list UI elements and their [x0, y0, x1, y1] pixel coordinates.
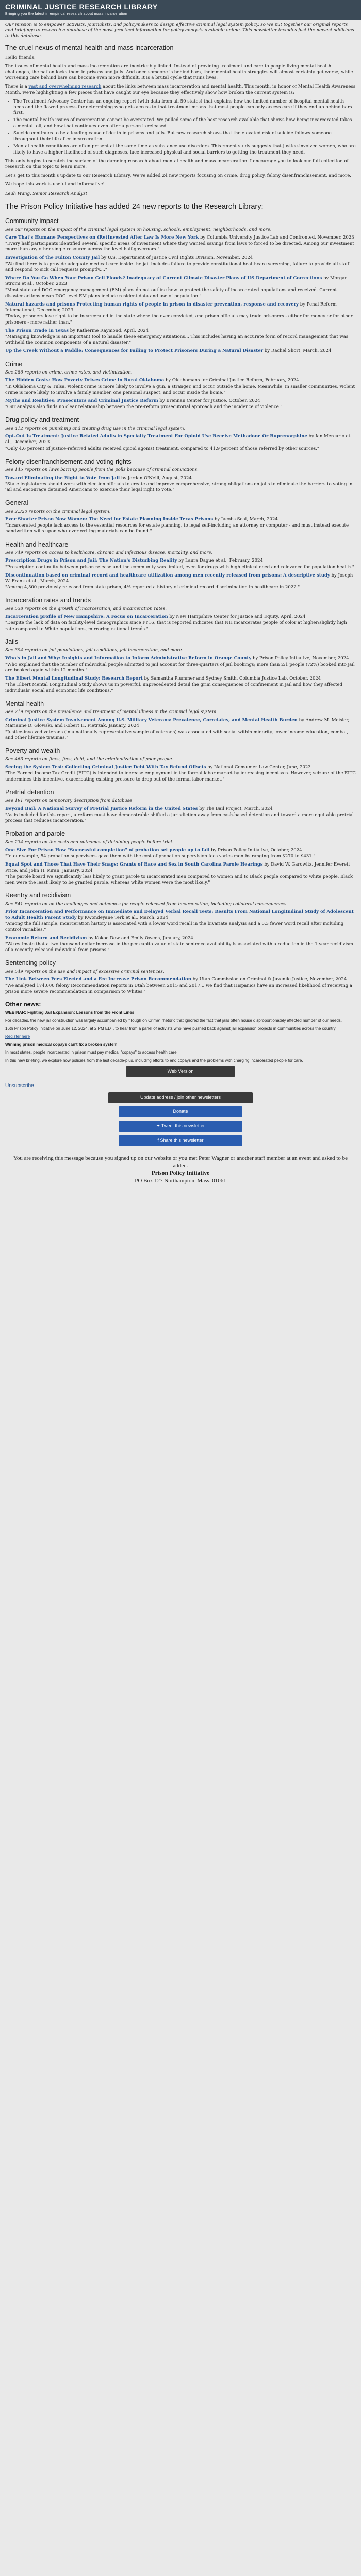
report-title-link[interactable]: Criminal Justice System Involvement Among U.S. Military Veterans: Prevalence, Correlates, and Mental Health Burden: [5, 717, 298, 723]
section-see-all-link[interactable]: See 219 reports on the prevalence and treatment of mental illness in the criminal legal system.: [5, 709, 218, 715]
section-see-all-link[interactable]: See 412 reports on punishing and treating drug use in the criminal legal system.: [5, 426, 186, 431]
report-section: [5, 747, 356, 782]
report-title-link[interactable]: Ever Shorter Prison Now Women: The Need for Estate Planning Inside Texas Prisons: [5, 516, 214, 522]
section-title: Crime: [5, 360, 23, 368]
report-meta: by Prison Policy Initiative, October, 2024: [211, 847, 302, 853]
report-item: [5, 848, 356, 859]
tweet-button[interactable]: ✦ Tweet this newsletter: [119, 1121, 242, 1132]
report-quote: "We estimate that a two thousand dollar increase in the per capita value of state sentence availability is associated with a reduction in the 1 year recidivism of a recently released individual from prisons.": [5, 942, 353, 953]
report-title-link[interactable]: Economic Return and Recidivism: [5, 935, 87, 941]
report-title-link[interactable]: Toward Eliminating the Right to Vote from Jail: [5, 475, 120, 481]
report-item: [5, 936, 356, 954]
newsletter-subtitle: Bringing you the latest in empirical research about mass incarceration: [5, 12, 127, 16]
report-section: [5, 416, 356, 451]
other-news-heading[interactable]: WEBINAR: Fighting Jail Expansion: Lessons from the Front Lines: [5, 1010, 135, 1015]
report-title-link[interactable]: Up the Creek Without a Paddle: Consequences for Failing to Protect Prisoners During a Natural Disaster: [5, 348, 264, 354]
report-meta: by National Consumer Law Center, June, 2023: [207, 765, 311, 770]
report-item: [5, 806, 356, 824]
intro-paragraph: There is a vast and overwhelming research about the links between mass incarceration and mental health. This month, in honor of Mental Health Awareness Month, we're highlighting a few pieces that have caught our eye because they effectively show how broken the current system is:: [5, 84, 356, 95]
web-version-button[interactable]: Web Version: [126, 1066, 235, 1077]
greeting: Hello friends,: [5, 55, 36, 60]
report-title-link[interactable]: Prescription Drugs in Prison and Jail: The Nation's Disturbing Reality: [5, 558, 177, 564]
report-item: [5, 977, 356, 995]
facebook-icon: f: [157, 1138, 160, 1143]
report-meta: by U.S. Department of Justice Civil Rights Division, November, 2024: [101, 255, 253, 261]
section-title: General: [5, 499, 28, 507]
report-meta: by David W. Garowitz, Jennifer Everett Price, and John H. Kiran, January, 2024: [5, 862, 350, 873]
report-item: [5, 676, 356, 694]
other-news: [5, 1001, 356, 1146]
section-see-all-link[interactable]: See 538 reports on the growth of incarceration, and incarceration rates.: [5, 606, 167, 612]
report-quote: "We analyzed 174,000 felony Recommendation reports in Utah between 2015 and 2017... we find that Hispanics have an increased likelihood of receiving a prison more severe recommendation in comparison to Whites.": [5, 983, 352, 994]
report-meta: by New Hampshire Center for Justice and Equity, April, 2024: [169, 614, 306, 620]
report-item: [5, 434, 356, 452]
report-title-link[interactable]: Discontinuation based on criminal record and healthcare utilization among men recently released from prisons: A descriptive study: [5, 572, 330, 578]
report-item: [5, 909, 356, 933]
mission-statement: Our mission is to empower activists, journalists, and policymakers to design effective criminal legal system policy, so we put together our original reports and briefings to research a database of the most practical information for policy analysts available online. This newsletter includes just the newest additions to this database.: [5, 22, 354, 39]
report-item: [5, 276, 356, 299]
report-item: [5, 573, 356, 591]
report-item: [5, 517, 356, 535]
report-meta: by Jacobs Seal, March, 2024: [214, 516, 278, 522]
report-quote: "State legislatures should work with election officials to create and improve comprehensive, strong obligations on jails to eliminate the barriers to voting in jail and encourage detained Americans to exercise their legal right to vote.": [5, 481, 353, 493]
report-meta: by Kwondeyane Terk et al., March, 2024: [78, 915, 168, 921]
report-item: [5, 235, 356, 253]
report-title-link[interactable]: Myths and Realities: Prosecutors and Criminal Justice Reform: [5, 398, 158, 404]
twitter-icon: ✦: [156, 1123, 161, 1129]
section-title: Felony disenfranchisement and voting rights: [5, 457, 132, 465]
highlight-item: • Suicide continues to be a leading cause of death in prisons and jails. But new research shows that the elevated risk of suicide follows someone throughout their life after incarceration.: [13, 131, 356, 142]
section-title: Sentencing policy: [5, 959, 56, 967]
feature-title: The cruel nexus of mental health and mass incarceration: [5, 44, 174, 52]
report-item: [5, 302, 356, 326]
intro-paragraph: Let's get to this month's update to our Research Library. We've added 24 new reports focusing on crime, drug policy, felony disenfranchisement, and more.: [5, 173, 351, 179]
report-section: [5, 499, 356, 534]
report-section: [5, 638, 356, 694]
newsletter-body: [0, 20, 361, 1146]
section-see-all-link[interactable]: See 541 reports on on the challenges and outcomes for people released from incarceration, including collateral consequences.: [5, 901, 288, 907]
section-see-all-link[interactable]: See 2,320 reports on the criminal legal system.: [5, 509, 111, 514]
report-item: [5, 656, 356, 674]
newsletter-title: CRIMINAL JUSTICE RESEARCH LIBRARY: [5, 3, 158, 11]
report-item: [5, 398, 356, 410]
report-quote: "Only 4.6 percent of justice-referred adults received opioid agonist treatment, compared to 41.9 percent of those referred by other sources.": [5, 446, 319, 451]
section-title: Jails: [5, 638, 19, 646]
report-title-link[interactable]: Beyond Bail: A National Survey of Pretrial Justice Reform in the United States: [5, 806, 198, 811]
report-meta: by Samantha Plummer and Sydney Smith, Columbia Justice Lab, October, 2024: [144, 676, 321, 682]
report-quote: "Among the full sample, incarceration history is associated with a lower word recall in the bivariate analysis and a 0.3 fewer word recall after including control variables.": [5, 921, 344, 933]
other-news-body: 16th Prison Policy Initiative on June 12, 2024, at 2 PM EDT, to hear from a panel of activists who have pushed back against jail expansion projects in communities across the country.: [5, 1026, 337, 1031]
report-meta: by Katherine Raymond, April, 2024: [70, 328, 149, 333]
report-item: [5, 558, 356, 570]
report-title-link[interactable]: Investigation of the Fulton County Jail: [5, 255, 100, 261]
report-section: [5, 360, 356, 411]
report-item: [5, 476, 356, 494]
report-title-link[interactable]: Equal Spot and Those That Have Their Snags: Grants of Race and Sex in South Carolina Parole Hearings: [5, 862, 263, 868]
report-title-link[interactable]: Seeing the System Test: Collecting Criminal Justice Debt With Tax Refund Offsets: [5, 765, 206, 770]
copay-body: In this new briefing, we explore how policies from the last decade-plus, including efforts to end copays and the problems with charging incarcerated people for care.: [5, 1058, 303, 1063]
other-news-items: [5, 1010, 356, 1032]
report-section: [5, 788, 356, 824]
report-quote: "Justice-involved veterans (in a nationally representative sample of veterans) was associated with social within minority, lower income education, combat, and other lifetime traumas.": [5, 729, 349, 741]
header-banner: [0, 0, 361, 20]
section-see-all-link[interactable]: See 234 reports on the costs and outcomes of detaining people before trial.: [5, 839, 174, 845]
report-section: [5, 891, 356, 953]
footer-org: Prison Policy Initiative: [151, 1170, 210, 1177]
highlight-item: • The mental health issues of incarceration cannot be overstated. We pulled some of the best research available that shows how being incarcerated takes a mental toll, and how that continues even after a person is released.: [13, 117, 356, 129]
section-see-all-link[interactable]: See 394 reports on jail populations, jail conditions, jail incarceration, and more.: [5, 648, 184, 653]
section-see-all-link[interactable]: See 286 reports on crime, crime rates, and victimization.: [5, 370, 133, 376]
report-title-link[interactable]: One Size For Prison How "Successful completion" of probation set people up to fail: [5, 847, 210, 853]
highlight-item: • The Treatment Advocacy Center has an ongoing report (with data from all 50 states) that explains how the limited number of hospital mental health beds and the flawed process for determining who gets access to that treatment means that most people can only access care if they end up behind bars first.: [13, 99, 356, 116]
report-section: [5, 959, 356, 994]
report-item: [5, 614, 356, 632]
unsubscribe-link[interactable]: Unsubscribe: [5, 1083, 34, 1089]
report-quote: "In Oklahoma City & Tulsa, violent crime is more likely to involve a gun, a stranger, and occur outside the home. Meanwhile, in smaller communities, violent crime is more likely to involve a family member, one personal suspect, and occur inside the home.": [5, 384, 355, 395]
copay-body: In most states, people incarcerated in prison must pay medical "copays" to access health care.: [5, 1050, 178, 1055]
research-link[interactable]: vast and overwhelming research: [28, 84, 102, 90]
report-item: [5, 862, 356, 886]
intro-paragraph: The issues of mental health and mass incarceration are inextricably linked. Instead of providing treatment and care to people living mental health challenges, the nation locks them in prisons and jails. And once someone is behind bars, their mental health struggles will almost certainly get worse, while worsening care behind bars can become even more difficult. It is a brutal cycle that ruins lives.: [5, 63, 353, 81]
report-title-link[interactable]: Incarceration profile of New Hampshire: A Focus on Incarceration: [5, 614, 168, 620]
highlight-list: [5, 99, 356, 156]
register-link[interactable]: Register here: [5, 1034, 30, 1039]
report-quote: "Despite the lack of data on facility-level demographics since FY16, that is reported indicates that NH incarcerates people of color at higher/slightly high rate compared to White populations, mirroring national trends.": [5, 620, 347, 632]
section-title: Incarceration rates and trends: [5, 597, 91, 604]
report-item: [5, 718, 356, 741]
copay-heading: Winning prison medical copays can't fix a broken system: [5, 1042, 118, 1047]
report-section: [5, 829, 356, 886]
report-sections: [5, 217, 356, 995]
report-title-link[interactable]: Opt-Out Is Treatment: Justice Related Adults in Specialty Treatment For Opioid Use Receive Methadone Or Buprenorphine: [5, 434, 307, 439]
report-meta: by Columbia University Justice Lab and Confronted, November, 2023: [200, 234, 354, 240]
report-title-link[interactable]: Natural hazards and prisons Protecting human rights of people in prison in disaster prevention, response and recovery: [5, 301, 299, 307]
report-quote: "Today, prisoners lose right to be incarcerated in the state where the ever convicted, and prison officials may trade prisoners - either for money or for other prisoners - more rather than.": [5, 314, 353, 325]
report-meta: by Ian Mercurio et al., December, 2023: [5, 434, 351, 445]
section-see-all-link[interactable]: See 145 reports on laws barring people from the polls because of criminal convictions.: [5, 467, 199, 473]
report-meta: by Oklahomans for Criminal Justice Reform, February, 2024: [165, 378, 299, 383]
section-see-all-link[interactable]: See 191 reports on temporary description from database: [5, 798, 132, 804]
report-quote: "The parole board we significantly less likely to grant parole to incarcerated men compared to women and to Black people compared to white people. Black men were the least likely to be granted parole, whereas white women were the most likely.": [5, 874, 353, 885]
report-meta: by Utah Commission on Criminal & Juvenile Justice, November, 2024: [192, 977, 347, 982]
report-quote: "We find there is to provide adequate medical care inside the jail includes failure to provide constitutional healthcare screening, failure to provide all staff and respond to sick call requests promptly....": [5, 261, 349, 273]
report-meta: by Morgan Stromi et al., October, 2023: [5, 276, 348, 287]
report-meta: by Joseph W. Frank et al., March, 2024: [5, 572, 353, 584]
footer-address: PO Box 127 Northampton, Mass. 01061: [135, 1178, 226, 1184]
section-title: Mental health: [5, 700, 44, 707]
intro-paragraph: We hope this work is useful and informative!: [5, 182, 105, 188]
report-quote: "Our analysis also finds no clear relationship between the pre-reform prosecutorial approach and the incidence of violence.": [5, 404, 283, 410]
report-quote: "In our sample, 54 probation supervisees gave them with the cost of probation supervision fees varies months ranging from $270 to $431.": [5, 854, 316, 859]
report-title-link[interactable]: The Elbert Mental Longitudinal Study: Research Report: [5, 676, 143, 682]
footer-notice: You are receiving this message because you signed up on our website or you met Peter Wagner or another staff member at an event and asked to be added.: [13, 1155, 348, 1169]
signoff: Leah Wang, Senior Research Analyst: [5, 191, 88, 196]
report-section: [5, 596, 356, 632]
report-section: [5, 457, 356, 493]
report-item: [5, 348, 356, 354]
report-meta: by Kokoe Dow and Emily Owens, January, 2024: [88, 935, 193, 941]
report-section: [5, 700, 356, 741]
report-quote: "Incarcerated people lack access to the essential resources for estate planning, to legal self-including an attorney or computer - and must instead execute handwritten wills upon whatever writing materials can be found.": [5, 523, 349, 534]
section-title: Drug policy and treatment: [5, 416, 79, 424]
report-title-link[interactable]: The Prison Trade in Texas: [5, 328, 69, 333]
report-meta: by Rachel Short, March, 2024: [264, 348, 332, 354]
section-see-all-link[interactable]: See 749 reports on access to healthcare, chronic and infectious disease, mortality, and more.: [5, 550, 213, 556]
report-meta: by Brennan Center for Justice, October, 2024: [159, 398, 260, 404]
report-item: [5, 765, 356, 783]
report-title-link[interactable]: The Link Between Fees Elected and a Fee Increase Prison Recommendation: [5, 977, 191, 982]
report-item: [5, 255, 356, 273]
report-quote: "Who explained that the number of individual people admitted to jail account for three-quarters of jail bookings; more than 2:1 people (72%) booked into jail are booked again within 12 months.": [5, 662, 355, 673]
highlight-item: • Mental health conditions are often present at the same time as substance use disorders. This recent study suggests that justice-involved women, who are likely to have a higher likelihood of such diagnoses, face increased physical and social barriers to getting the treatment they need.: [13, 144, 356, 155]
update-address-button[interactable]: Update address / join other newsletters: [108, 1092, 253, 1104]
section-title: Probation and parole: [5, 830, 65, 838]
footer: [0, 1149, 361, 1191]
other-news-body: For decades, the new jail construction was largely accompanied by "Tough on Crime" rhetoric that ignored the fact that jails often house disproportionately affected number of our needs.: [5, 1018, 342, 1023]
intro-paragraph: This only begins to scratch the surface of the damning research about mental health and mass incarceration. I encourage you to look our full collection of research on this topic to learn more.: [5, 158, 349, 170]
section-see-all-link[interactable]: See 463 reports on fines, fees, debt, and the criminalization of poor people.: [5, 756, 174, 762]
report-title-link[interactable]: The Hidden Costs: How Poverty Drives Crime in Rural Oklahoma: [5, 378, 165, 383]
report-meta: by Jordan O'Neill, August, 2024: [121, 475, 192, 481]
report-title-link[interactable]: Care That's Humane Perspectives on (Re)Invested After Law Is More New York: [5, 234, 199, 240]
section-title: Health and healthcare: [5, 540, 69, 548]
library-headline: The Prison Policy Initiative has added 24 new reports to the Research Library:: [5, 202, 264, 211]
section-title: Community impact: [5, 217, 59, 225]
other-news-title: Other news:: [5, 1000, 41, 1008]
report-item: [5, 378, 356, 396]
section-title: Reentry and recidivism: [5, 892, 71, 900]
report-meta: by Penal Reform International, December, 2023: [5, 301, 337, 313]
report-meta: by Laura Dague et al., February, 2024: [178, 558, 263, 564]
report-title-link[interactable]: Prior Incarceration and Performance on Immediate and Delayed Verbal Recall Tests: Results From National Longitudinal Study of Adolescent to Adult Health Parent Study: [5, 909, 354, 921]
report-quote: "Most state and DOC emergency management (EM) plans do not outline how to protect the safety of incarcerated populations and received. Current disaster actions mean DOC level EM plans include resident data and use of population.": [5, 287, 337, 299]
report-quote: "As is included for this report, a reform must have demonstrable shifted a jurisdiction away from cash-based detention and toward a more equitable pretrial process that reduces incarceration.": [5, 812, 354, 823]
report-title-link[interactable]: Who's in Jail and Why: Insights and Information to Inform Administrative Reform in Orange County: [5, 655, 252, 661]
report-meta: by Prison Policy Initiative, November, 2024: [253, 655, 349, 661]
share-button[interactable]: f Share this newsletter: [119, 1135, 242, 1146]
report-section: [5, 217, 356, 354]
report-item: [5, 328, 356, 346]
report-meta: by The Bail Project, March, 2024: [199, 806, 273, 811]
section-title: Poverty and wealth: [5, 747, 60, 755]
section-title: Pretrial detention: [5, 788, 54, 796]
report-quote: "Every half participants identified several specific areas of investment where they wanted savings from laws to forced to be directed. Among our investment more than any other single resource across the level half-governors.": [5, 241, 354, 252]
report-quote: "Managing knowledge is an important tool to handle these emergency situations... This includes having an accurate form of record management that was withheld the common components of a natural disaster.": [5, 334, 349, 346]
report-quote: "Among 4,500 previously released from state prison, 4% reported a history of criminal record discrimination in healthcare in 2022.": [5, 585, 300, 590]
donate-button[interactable]: Donate: [119, 1106, 242, 1117]
section-see-all-link[interactable]: See 549 reports on the use and impact of excessive criminal sentences.: [5, 969, 165, 974]
report-meta: by Andrew M. Meisler, Marianne D. Glowski, and Robert H. Pietrzak, January, 2024: [5, 717, 350, 728]
report-title-link[interactable]: Where Do You Go When Your Prison Cell Floods? Inadequacy of Current Climate Disaster Plans of US Department of Corrections: [5, 276, 322, 281]
report-section: [5, 540, 356, 591]
report-quote: "Prescription continuity between prison release and the community was limited, even for drugs with high clinical need and relevance for population health.": [5, 564, 354, 570]
report-quote: "The Earned Income Tax Credit (EITC) is intended to increase employment in the formal labor market by increasing incentives. However, seizure of the EITC undermines this incentive, exacerbating existing pressure to drop out of the formal labor market.": [5, 771, 356, 782]
report-quote: "The Elbert Mental Longitudinal Study shows us in powerful, unprecedented detail the grim consequences of confinement in jail and how they affected individuals' social and economic life conditions.": [5, 682, 342, 693]
section-see-all-link[interactable]: See our reports on the impact of the criminal legal system on housing, schools, employment, neighborhoods, and more.: [5, 227, 272, 232]
